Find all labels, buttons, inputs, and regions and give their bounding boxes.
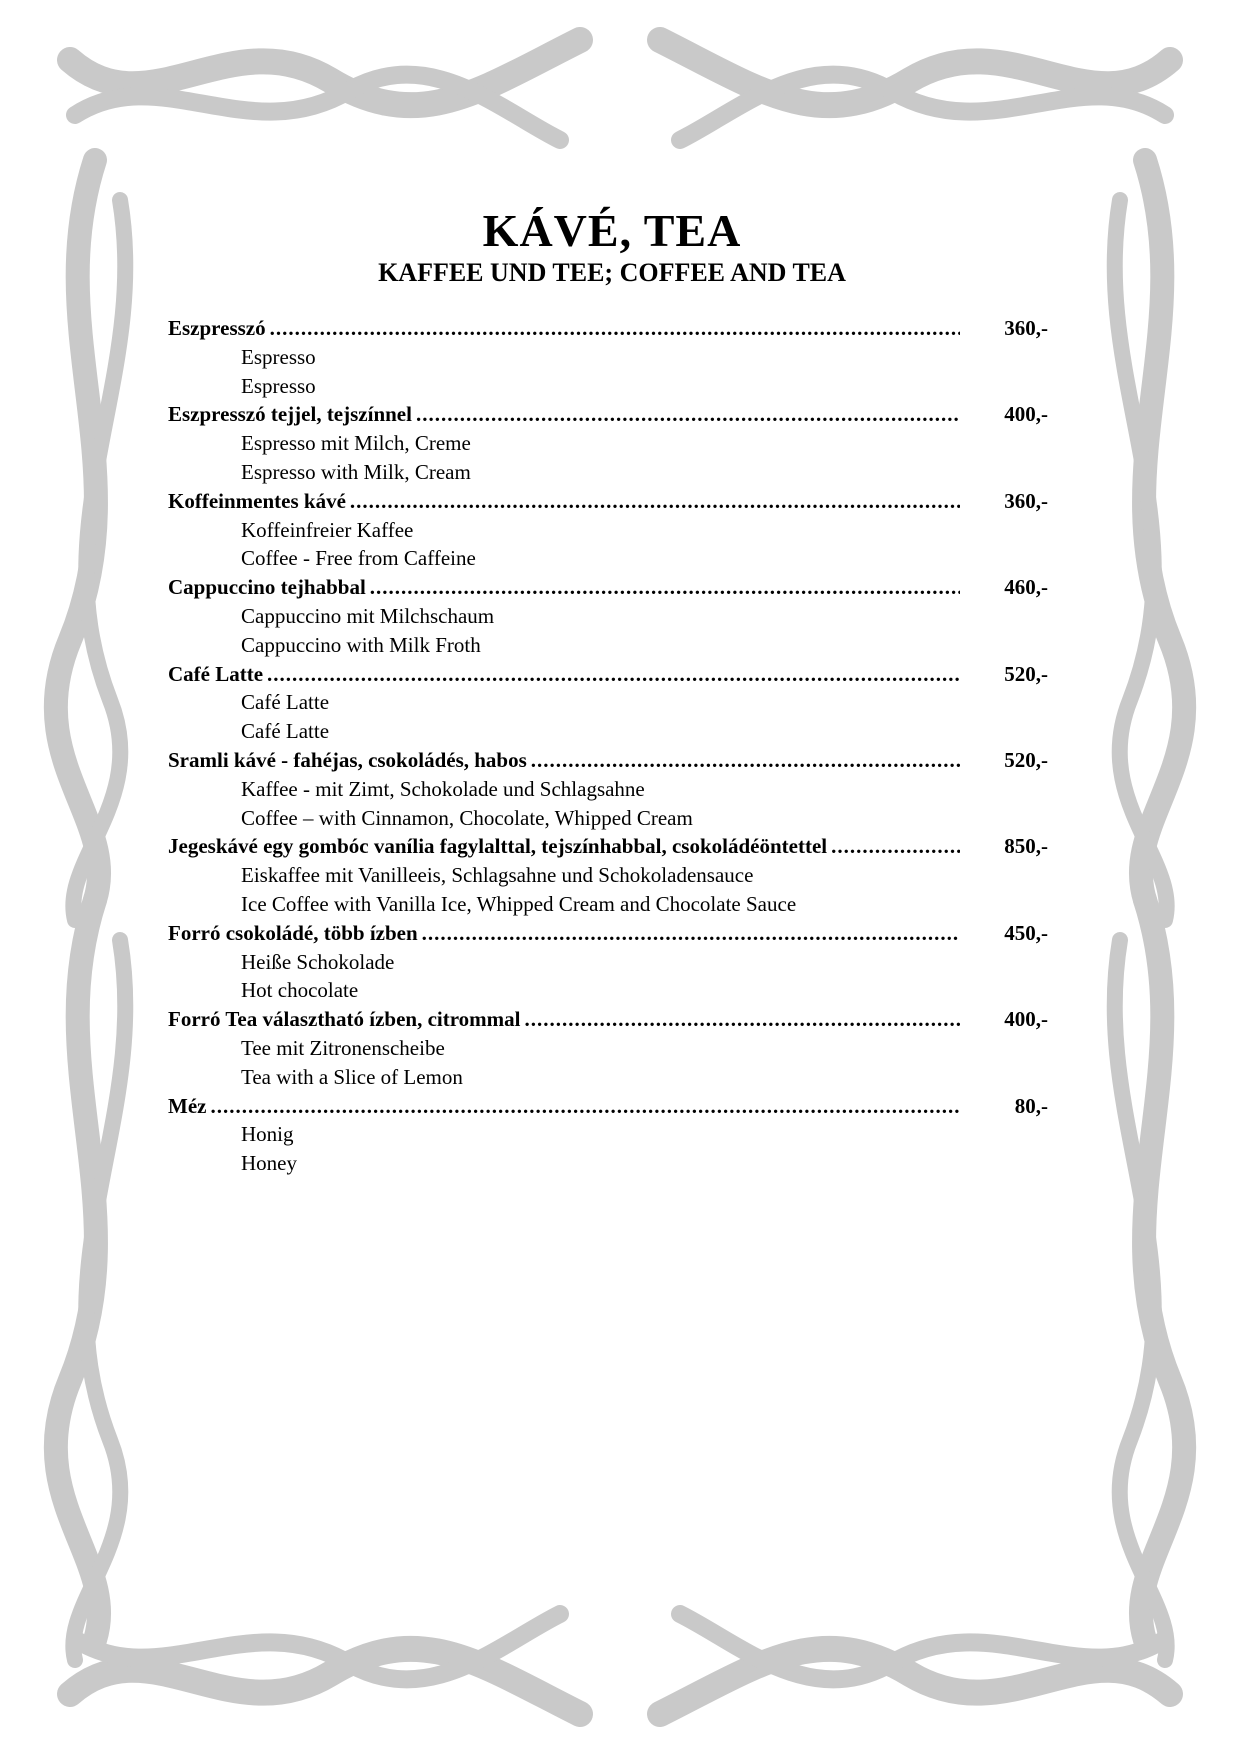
menu-item-price: 360,- (1004, 488, 1048, 513)
menu-item-row (168, 1092, 1048, 1121)
menu-item (168, 573, 1048, 659)
menu-item-english: Coffee – with Cinnamon, Chocolate, Whipped Cream (241, 805, 693, 830)
menu-item-english: Coffee - Free from Caffeine (241, 546, 476, 571)
menu-item-name: Café Latte (168, 661, 264, 686)
top-left-swirl (70, 40, 580, 140)
menu-item-english: Honey (241, 1151, 297, 1176)
menu-item-german: Kaffee - mit Zimt, Schokolade und Schlagsahne (241, 776, 645, 801)
menu-item-row (168, 746, 1048, 775)
left-side-swirl (56, 160, 126, 1660)
menu-item-english: Café Latte (241, 719, 330, 744)
dot-leader (524, 1005, 960, 1034)
dot-leader (270, 314, 960, 343)
menu-item-english: Cappuccino with Milk Froth (241, 632, 481, 657)
menu-item-german: Eiskaffee mit Vanilleeis, Schlagsahne und Schokoladensauce (241, 863, 754, 888)
menu-item (168, 487, 1048, 573)
menu-item-name: Jegeskávé egy gombóc vanília fagylalttal, tejszínhabbal, csokoládéöntettel (168, 834, 828, 859)
menu-item-name: Forró csokoládé, több ízben (168, 920, 418, 945)
menu-item-price: 850,- (1004, 834, 1048, 859)
dot-leader (267, 660, 960, 689)
dot-leader (350, 487, 960, 516)
menu-item-english: Espresso with Milk, Cream (241, 459, 471, 484)
menu-item (168, 1005, 1048, 1091)
menu-item-german: Cappuccino mit Milchschaum (241, 603, 495, 628)
menu-item-english: Ice Coffee with Vanilla Ice, Whipped Cream and Chocolate Sauce (241, 891, 797, 916)
menu-item (168, 660, 1048, 746)
menu-item-price: 400,- (1004, 1007, 1048, 1032)
menu-item-row (168, 919, 1048, 948)
menu-item-row (168, 832, 1048, 861)
menu-item-row (168, 487, 1048, 516)
menu-item-price: 360,- (1004, 316, 1048, 340)
menu-item-row (168, 314, 1048, 343)
menu-item-german: Koffeinfreier Kaffee (241, 517, 414, 542)
right-side-swirl (1115, 160, 1185, 1660)
menu-item-row (168, 573, 1048, 602)
menu-page (168, 204, 1048, 1178)
menu-item (168, 919, 1048, 1005)
menu-item-name: Eszpresszó tejjel, tejszínnel (168, 402, 412, 427)
page-subtitle: KAFFEE UND TEE; COFFEE AND TEA (378, 258, 846, 287)
menu-item-price: 460,- (1004, 575, 1048, 600)
menu-item-german: Tee mit Zitronenscheibe (241, 1035, 445, 1060)
menu-item-english: Tea with a Slice of Lemon (241, 1064, 463, 1089)
menu-item-name: Cappuccino tejhabbal (168, 575, 366, 600)
menu-item-row (168, 1005, 1048, 1034)
menu-item-price: 80,- (1014, 1093, 1048, 1118)
menu-item-price: 450,- (1004, 920, 1048, 945)
menu-item (168, 400, 1048, 486)
menu-item-name: Forró Tea választható ízben, citrommal (168, 1007, 521, 1032)
menu-item-german: Espresso (241, 344, 316, 369)
dot-leader (531, 746, 960, 775)
menu-item-row (168, 400, 1048, 429)
menu-item (168, 1092, 1048, 1178)
menu-list (168, 314, 1048, 1178)
dot-leader (416, 400, 960, 429)
menu-item-german: Café Latte (241, 690, 330, 715)
bottom-left-swirl (70, 1614, 580, 1714)
menu-item-price: 520,- (1004, 661, 1048, 686)
menu-item (168, 832, 1048, 918)
menu-item-name: Eszpresszó (168, 316, 266, 340)
dot-leader (831, 832, 960, 861)
dot-leader (370, 573, 960, 602)
menu-item-price: 400,- (1004, 402, 1048, 427)
menu-item-name: Koffeinmentes kávé (168, 488, 346, 513)
menu-item-german: Honig (241, 1122, 294, 1147)
menu-item (168, 314, 1048, 400)
menu-item (168, 746, 1048, 832)
menu-item-row (168, 660, 1048, 689)
bottom-right-swirl (660, 1614, 1170, 1714)
menu-item-name: Méz (168, 1093, 207, 1118)
top-right-swirl (660, 40, 1170, 140)
dot-leader (210, 1092, 960, 1121)
menu-item-price: 520,- (1004, 747, 1048, 772)
menu-item-german: Heiße Schokolade (241, 949, 395, 974)
menu-item-german: Espresso mit Milch, Creme (241, 431, 471, 456)
menu-item-english: Espresso (241, 373, 316, 398)
menu-item-english: Hot chocolate (241, 978, 359, 1003)
menu-item-name: Sramli kávé - fahéjas, csokoládés, habos (168, 747, 527, 772)
page-title: KÁVÉ, TEA (482, 205, 742, 256)
dot-leader (422, 919, 960, 948)
